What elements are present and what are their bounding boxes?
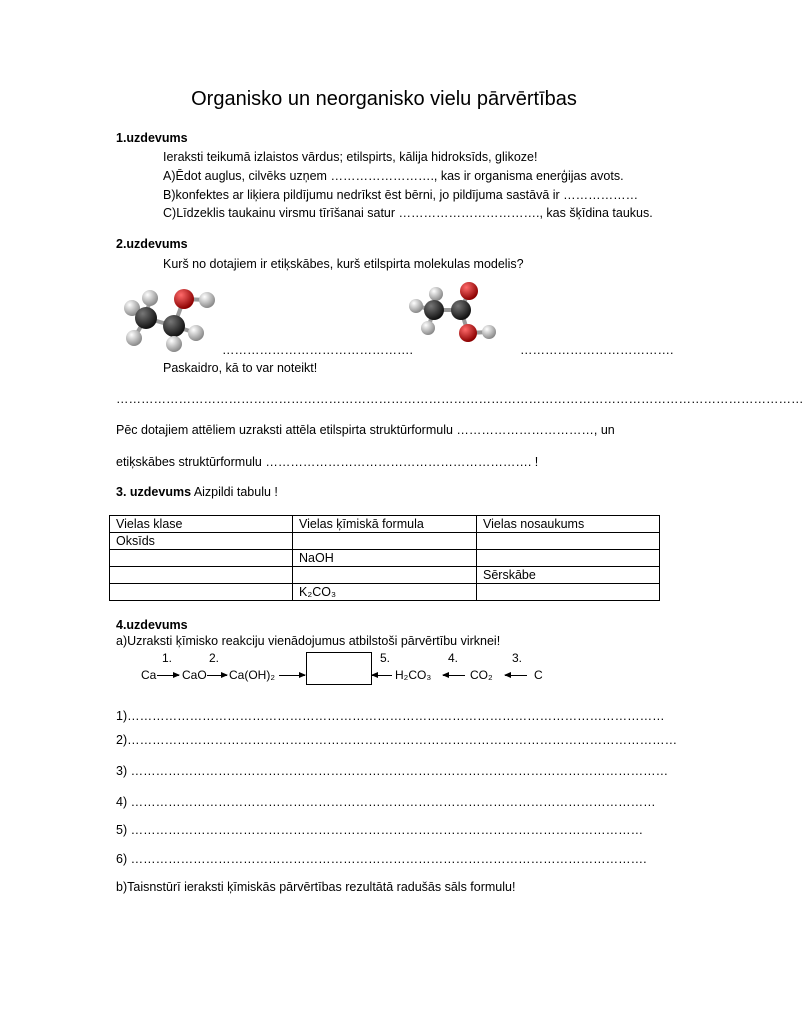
equation-line-4[interactable]: 4) ………………………………………………………………………………………………………………: [116, 795, 656, 809]
hydrogen-atom: [188, 325, 204, 341]
ethanol-molecule-model: [112, 286, 224, 354]
task2-heading: 2.uzdevums: [116, 237, 188, 251]
salt-formula-box[interactable]: [306, 652, 372, 685]
table-header-row: [110, 516, 660, 533]
oxygen-atom: [174, 289, 194, 309]
arrow-right-icon: [279, 675, 305, 676]
hydrogen-atom: [126, 330, 142, 346]
equation-line-5[interactable]: 5) ……………………………………………………………………………………………………………: [116, 823, 644, 837]
oxygen-atom: [460, 282, 478, 300]
carbon-atom: [424, 300, 444, 320]
table-row: [110, 567, 660, 584]
ethanol-formula-line: Pēc dotajiem attēliem uzraksti attēla etilspirta struktūrformulu ……………………………, un: [116, 423, 615, 437]
arrow-left-icon: [505, 675, 527, 676]
task1-line-a: A)Ēdot auglus, cilvēks uzņem ……………………., kas ir organisma enerģijas avots.: [163, 169, 624, 183]
chain-c: C: [534, 668, 543, 682]
table-cell[interactable]: [110, 567, 293, 584]
chain-ca: Ca: [141, 668, 157, 682]
step-number-2: 2.: [209, 651, 220, 665]
table-cell[interactable]: NaOH: [293, 550, 477, 567]
task1-heading: 1.uzdevums: [116, 131, 188, 145]
table-row: [110, 550, 660, 567]
table-cell[interactable]: [293, 567, 477, 584]
table-cell[interactable]: [477, 550, 660, 567]
table-cell[interactable]: [110, 584, 293, 601]
hydrogen-atom: [421, 321, 435, 335]
header-name: Vielas nosaukums: [477, 516, 660, 533]
hydrogen-atom: [409, 299, 423, 313]
arrow-right-icon: [207, 675, 227, 676]
hydrogen-atom: [166, 336, 182, 352]
table-cell[interactable]: K₂CO₃: [293, 584, 477, 601]
task3-heading-row: [116, 485, 278, 499]
equation-line-2[interactable]: 2)……………………………………………………………………………………………………………………: [116, 733, 678, 747]
header-class: Vielas klase: [110, 516, 293, 533]
arrow-left-icon: [443, 675, 465, 676]
hydrogen-atom: [482, 325, 496, 339]
arrow-left-icon: [372, 675, 392, 676]
task4-instruction-a: a)Uzraksti ķīmisko reakciju vienādojumus atbilstoši pārvērtību virknei!: [116, 634, 501, 648]
table-row: [110, 584, 660, 601]
table-row: [110, 533, 660, 550]
equation-line-3[interactable]: 3) …………………………………………………………………………………………………………………: [116, 764, 669, 778]
equation-line-6[interactable]: 6) …………………………………………………………………………………………………………….: [116, 852, 647, 866]
equation-line-1[interactable]: 1)…………………………………………………………………………………………………………………: [116, 709, 665, 723]
step-number-3: 3.: [512, 651, 523, 665]
step-number-4: 4.: [448, 651, 459, 665]
task3-instruction: Aizpildi tabulu !: [191, 485, 278, 499]
task3-heading: 3. uzdevums: [116, 485, 192, 499]
explain-answer-line[interactable]: …………………………………………………………………………………………………………………………………………………: [116, 392, 804, 406]
task1-line-b: B)konfektes ar liķiera pildījumu nedrīkst ēst bērni, jo pildījuma sastāvā ir ………………: [163, 188, 639, 202]
table-cell[interactable]: [477, 584, 660, 601]
oxygen-atom: [459, 324, 477, 342]
ethanol-answer-blank[interactable]: ……………………………………….: [222, 343, 413, 357]
header-formula: Vielas ķīmiskā formula: [293, 516, 477, 533]
substances-table: [109, 515, 660, 601]
step-number-1: 1.: [162, 651, 173, 665]
hydrogen-atom: [429, 287, 443, 301]
table-cell[interactable]: Oksīds: [110, 533, 293, 550]
carbon-atom: [135, 307, 157, 329]
task2-explain: Paskaidro, kā to var noteikt!: [163, 361, 318, 375]
page-title: Organisko un neorganisko vielu pārvērtības: [191, 88, 577, 110]
table-cell[interactable]: Sērskābe: [477, 567, 660, 584]
acetic-acid-formula-line: etiķskābes struktūrformulu ………………………………………………………. !: [116, 455, 539, 469]
task4-heading: 4.uzdevums: [116, 618, 188, 632]
chain-cao: CaO: [182, 668, 207, 682]
acetic-acid-answer-blank[interactable]: ……………………………….: [520, 343, 674, 357]
step-number-5: 5.: [380, 651, 391, 665]
chain-h2co3: H₂CO₃: [395, 668, 432, 682]
carbon-atom: [451, 300, 471, 320]
task2-question: Kurš no dotajiem ir etiķskābes, kurš etilspirta molekulas modelis?: [163, 257, 524, 271]
hydrogen-atom: [199, 292, 215, 308]
hydrogen-atom: [142, 290, 158, 306]
chain-co2: CO₂: [470, 668, 493, 682]
task1-instruction: Ieraksti teikumā izlaistos vārdus; etilspirts, kālija hidroksīds, glikoze!: [163, 150, 538, 164]
table-cell[interactable]: [293, 533, 477, 550]
table-cell[interactable]: [110, 550, 293, 567]
acetic-acid-molecule-model: [404, 280, 504, 346]
table-cell[interactable]: [477, 533, 660, 550]
task1-line-c: C)Līdzeklis taukainu virsmu tīrīšanai satur ……………………………., kas šķīdina taukus.: [163, 206, 653, 220]
task4-instruction-b: b)Taisnstūrī ieraksti ķīmiskās pārvērtības rezultātā radušās sāls formulu!: [116, 880, 516, 894]
transformation-chain: [0, 648, 768, 690]
arrow-right-icon: [157, 675, 179, 676]
chain-caoh2: Ca(OH)₂: [229, 668, 275, 682]
carbon-atom: [163, 315, 185, 337]
